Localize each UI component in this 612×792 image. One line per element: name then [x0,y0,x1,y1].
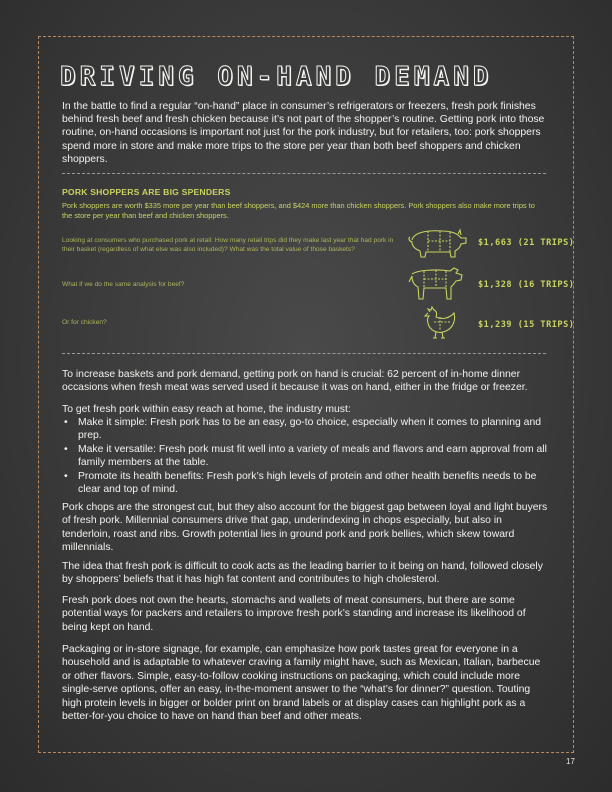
paragraph-pork-chops: Pork chops are the strongest cut, but they also account for the biggest gap between loyal and light buyers of fresh pork. Millennial consumers drive that gap, underindexing in chops especially, but also in tenderloin, roast and ribs. Growth potential lies in ground pork and pork bellies, which skew toward millennials. [62,502,548,554]
list-item: • Make it versatile: Fresh pork must fit well into a variety of meals and flavors and earn approval from all family members at the table. [64,443,547,469]
page-number: 17 [566,757,575,766]
paragraph-on-hand: To increase baskets and pork demand, getting pork on hand is crucial: 62 percent of in-home dinner occasions when fresh meat was served used it because it was on hand, either in the fridge or freezer. [62,369,528,394]
paragraph-packaging: Packaging or in-store signage, for example, can emphasize how pork tastes great for everyone in a household and is adaptable to whatever craving a family might have, such as Mexican, Italian, barbecue or other flavors. Simple, easy-to-follow cooking instructions on packaging, which could include more single-serve options, offer an easy, in-the-moment answer to the “what’s for dinner?” question. Touting high protein levels in bigger or bolder print on brand labels or at display cases can highlight pork as a better-for-you choice to have on hand than beef and other meats. [62,644,541,723]
paragraph-barriers: The idea that fresh pork is difficult to cook acts as the leading barrier to it being on hand, followed closely by shoppers’ beliefs that it has high fat content and contributes to high cholesterol. [62,561,543,586]
list-item: • Promote its health benefits: Fresh pork’s high levels of protein and other health benefits needs to be clear and top of mind. [64,470,537,496]
pork-value: $1,663 (21 TRIPS) [478,238,575,248]
chicken-question: Or for chicken? [62,319,107,326]
list-item: • Make it simple: Fresh pork has to be an easy, go-to choice, especially when it comes to planning and prep. [64,417,542,442]
chicken-icon [420,304,458,340]
cow-icon [406,264,466,302]
intro-paragraph: In the battle to find a regular “on-hand” place in consumer’s refrigerators or freezers, fresh pork finishes behind fresh beef and fresh chicken because it’s not part of the shopper’s routine. Getting pork into those routine, on-hand occasions is important not just for the pork industry, but for retailers, too: pork shoppers spend more in store and make more trips to the store per year than both beef shoppers and chicken shoppers. [62,101,545,165]
pork-question: Looking at consumers who purchased pork at retail: How many retail trips did they make last year that had pork in their basket (regardless of what else was also included)? What was the total value of those baskets? [62,237,394,253]
callout-bottom-divider [62,353,546,354]
callout-title: PORK SHOPPERS ARE BIG SPENDERS [62,187,231,197]
paragraph-industry-must: To get fresh pork within easy reach at home, the industry must: [62,404,351,415]
paragraph-potential: Fresh pork does not own the hearts, stomachs and wallets of meat consumers, but there are some potential ways for packers and retailers to improve fresh pork’s standing and increase its likelihood of being kept on hand. [62,595,526,633]
page-title: DRIVING ON-HAND DEMAND [60,62,493,92]
chicken-value: $1,239 (15 TRIPS) [478,320,575,330]
beef-value: $1,328 (16 TRIPS) [478,280,575,290]
action-list [62,416,550,496]
callout-top-divider [62,173,546,174]
beef-question: What if we do the same analysis for beef? [62,281,185,288]
callout-text: Pork shoppers are worth $335 more per year than beef shoppers, and $424 more than chicken shoppers. Pork shoppers also make more trips to the store per year than beef and chicken shoppers. [62,201,535,220]
pig-icon [404,226,468,260]
